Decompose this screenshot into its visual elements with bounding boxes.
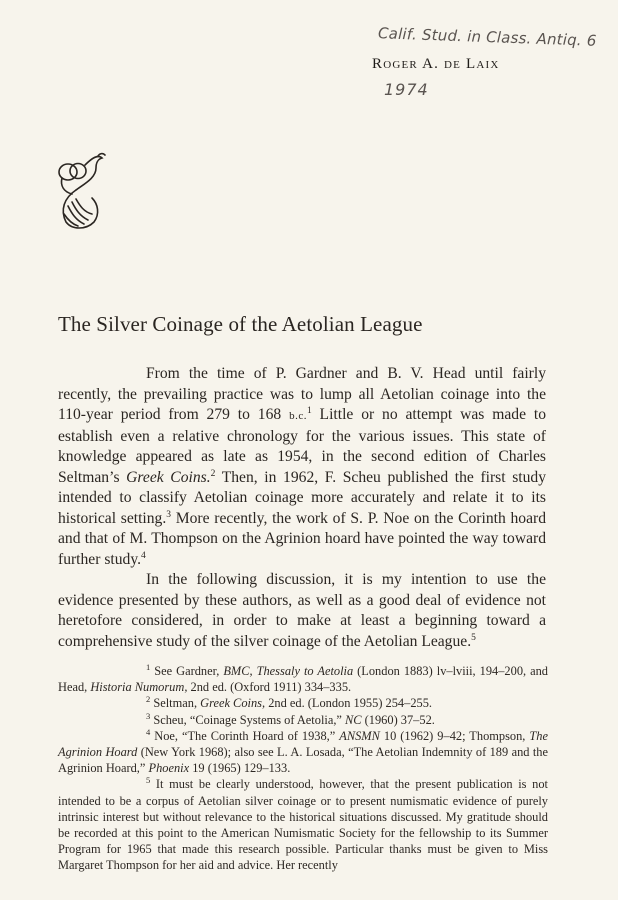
body-paragraph-1: From the time of P. Gardner and B. V. Head until fairly recently, the prevailing practice was to lump all Aetolian coinage into the 110-year period from 279 to 168 b.c.$^1$ Little or no attempt was made to establish even a relative chronology for the various issues. This state of knowledge appeared as late as 1954, in the second edition of Charles Seltman’s Greek Coins.$^2$ Then, in 1962, F. Scheu published the first study intended to classify Aetolian coinage more accurately and relate it to its historical setting.$^3$ More recently, the work of S. P. Noe on the Corinth hoard and that of M. Thompson on the Agrinion hoard have pointed the way toward further study.$^4$: [58, 365, 547, 568]
footnote-5: $^5$ It must be clearly understood, however, that the present publication is not intended to be a corpus of Aetolian silver coinage or to present numismatic evidence of purely intrinsic interest but without relevance to the historical situations discussed. My gratitude should be recorded at this point to the American Numismatic Society for the fellowship to its Summer Program for 1965 that made this research possible. Particular thanks must be given to Miss Margaret Thompson for her aid and advice. Her recently: [58, 775, 548, 873]
paper-title: The Silver Coinage of the Aetolian League: [58, 312, 423, 336]
footnotes: [58, 663, 548, 874]
footnote-ref-2: 2: [210, 468, 216, 479]
swan-lyre-ornament-icon: [54, 150, 110, 232]
body-paragraph-2: In the following discussion, it is my intention to use the evidence presented by these authors, as well as a good deal of evidence not heretofore considered, in order to make at least a beginning toward a comprehensive study of the silver coinage of the Aetolian League.$^5$: [58, 571, 546, 650]
footnote-4: $^4$ Noe, “The Corinth Hoard of 1938,” ANSMN 10 (1962) 9–42; Thompson, The Agrinion Hoard (New York 1968); also see L. A. Losada, “The Aetolian Indemnity of 189 and the Agrinion Hoard,” Phoenix 19 (1965) 129–133.: [58, 726, 548, 776]
footnote-3: $^3$ Scheu, “Coinage Systems of Aetolia,” NC (1960) 37–52.: [146, 710, 435, 727]
body-text: [58, 364, 546, 652]
footnote-ref-3: 3: [166, 509, 171, 520]
handwritten-citation-note: Calif. Stud. in Class. Antiq. 6: [377, 24, 597, 50]
footnote-ref-1: 1: [306, 405, 312, 416]
footnote-ref-5: 5: [471, 632, 476, 643]
book-title-greek-coins: Greek Coins.: [126, 468, 211, 486]
footnote-2: $^2$ Seltman, Greek Coins, 2nd ed. (London 1955) 254–255.: [146, 694, 433, 711]
era-abbreviation: b.c.: [289, 410, 307, 422]
author-name: Roger A. de Laix: [372, 56, 500, 72]
footnote-1: $^1$ See Gardner, BMC, Thessaly to Aetolia (London 1883) lv–lviii, 194–200, and Head, Historia Numorum, 2nd ed. (Oxford 1911) 334–335.: [58, 661, 549, 695]
handwritten-year-note: 1974: [384, 80, 429, 99]
footnote-ref-4: 4: [141, 550, 146, 561]
